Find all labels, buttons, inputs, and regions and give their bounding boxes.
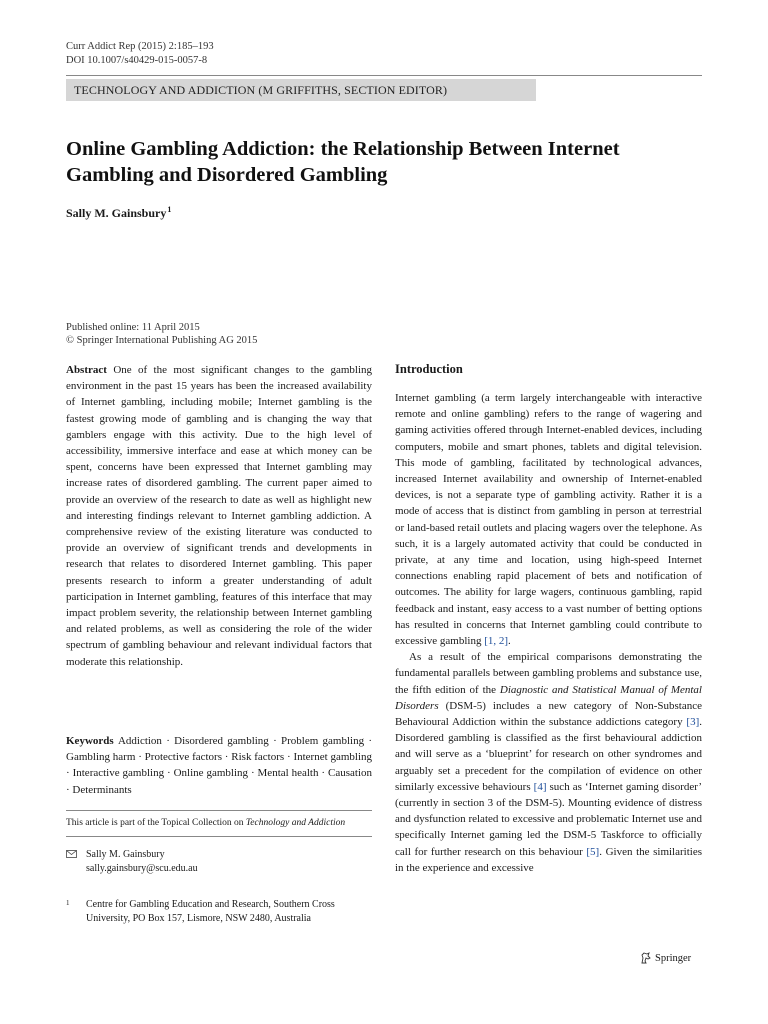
citation-link[interactable]: [5]	[586, 845, 600, 858]
dsm-title-italic: Diagnostic and Statistical Manual of Mental Disorders	[395, 683, 702, 712]
introduction-heading: Introduction	[395, 362, 463, 376]
intro-p2-text-c: . Disordered gambling is classified as the first behavioural addiction and will serve as a ‘blueprint’ for research on other syndromes and arguably set a precedent for the compilation of evidence on other similarly excessive behaviours	[395, 716, 702, 793]
author-affiliation-marker: 1	[167, 205, 172, 214]
intro-p2-text-a: As a result of the empirical comparisons demonstrating the fundamental parallels between gambling problems and substance use, the fifth edition of the	[395, 651, 702, 696]
keywords-label: Keywords	[66, 735, 114, 747]
citation-link[interactable]: [4]	[533, 780, 547, 793]
keywords-text: Addiction · Disordered gambling · Problem gambling · Gambling harm · Protective factors · Risk factors · Internet gambling · Interactive gambling · Online gambling · Mental health · Causation · Determinants	[66, 735, 373, 796]
contact-email[interactable]: sally.gainsbury@scu.edu.au	[86, 863, 198, 874]
abstract-text: One of the most significant changes to the gambling environment in the past 15 years has been the increased availability of Internet gambling, including mobile; Internet gambling is the fastest growing mode of gambling and is changing the way that gamblers engage with this activity. Due to the high level of accessibility, immersive interface and ease at which money can be spent, concerns have been expressed that Internet gambling may increase rates of disordered gambling. The current paper aimed to provide an overview of the research to date as well as highlight new and interesting findings relevant to Internet gambling addiction. A comprehensive review of the existing literature was conducted to provide an overview of significant trends and developments in research that relates to disordered Internet gambling. This paper presents research to inform a greater understanding of adult participation in Internet gambling, features of this interface that may impact problem severity, the relationship between Internet gambling and related problems, as well as considering the role of the wider spectrum of gambling behaviour and relevant individual factors that moderate this relationship.	[66, 364, 372, 668]
intro-p1-end: .	[508, 635, 511, 648]
journal-citation: Curr Addict Rep (2015) 2:185–193	[66, 41, 214, 52]
introduction-body	[395, 390, 702, 876]
keywords	[66, 733, 372, 798]
publisher-logo	[640, 952, 691, 964]
doi-link[interactable]: DOI 10.1007/s40429-015-0057-8	[66, 55, 208, 66]
envelope-icon	[66, 850, 77, 858]
collection-name[interactable]: Technology and Addiction	[245, 818, 346, 828]
publisher-name: Springer	[655, 952, 692, 964]
intro-p2-text-b: (DSM-5) includes a new category of Non-Substance Behavioural Addiction within the substance addictions category	[395, 699, 702, 729]
citation-link[interactable]: [3]	[686, 716, 700, 729]
abstract	[66, 362, 372, 670]
affiliation-number: 1	[66, 899, 70, 907]
affiliation-text: Centre for Gambling Education and Research, Southern Cross University, PO Box 157, Lismore, NSW 2480, Australia	[86, 899, 335, 924]
intro-p1-text: Internet gambling (a term largely interchangeable with interactive remote and online gambling) refers to the range of wagering and gaming activities offered through Internet-enabled devices, including computers, mobile and smart phones, tablets and digital television. This mode of gambling, facilitated by technological advances, increased Internet availability and ownership of Internet-enabled devices, is not a separate type of gambling activity. Rather it is a mode of access that is distinct from gambling in person at terrestrial or land-based retail outlets and placing wagers over the telephone. As such, it is a largely automated activity that could be conducted in private, at any time and location, using high-speed Internet connections enabling rapid placement of bets and notification of outcomes. The ability for large wagers, continuous gambling, rapid feedback and instant, easy access to a vast number of betting options has resulted in concerns that Internet gambling could contribute to excessive gambling	[395, 392, 702, 648]
contact-name: Sally M. Gainsbury	[86, 849, 165, 860]
journal-meta	[66, 40, 214, 68]
corresponding-author	[66, 848, 198, 876]
intro-paragraph-2	[395, 649, 702, 876]
section-banner: TECHNOLOGY AND ADDICTION (M GRIFFITHS, SECTION EDITOR)	[66, 79, 536, 101]
copyright-line: © Springer International Publishing AG 2015	[66, 335, 258, 346]
springer-horse-icon	[640, 952, 652, 964]
top-divider	[66, 75, 702, 76]
author-name[interactable]: Sally M. Gainsbury	[66, 206, 167, 220]
collection-prefix: This article is part of the Topical Collection on	[66, 818, 246, 828]
publication-info	[66, 321, 257, 347]
intro-p2-text-e: . Given the similarities in the experience and excessive	[395, 845, 702, 874]
collection-bottom-divider	[66, 836, 372, 837]
published-date: Published online: 11 April 2015	[66, 322, 200, 333]
abstract-label: Abstract	[66, 364, 107, 376]
article-title: Online Gambling Addiction: the Relationship Between Internet Gambling and Disordered Gambling	[66, 138, 620, 186]
citation-link[interactable]: [1, 2]	[484, 635, 509, 648]
affiliation	[66, 898, 372, 926]
intro-paragraph-1	[395, 390, 702, 649]
collection-top-divider	[66, 810, 372, 811]
topical-collection-note	[66, 817, 372, 830]
author-line	[66, 205, 171, 221]
intro-p2-text-d: such as ‘Internet gaming disorder’ (currently in section 3 of the DSM-5). Mounting evidence of distress and dysfunction related to excessive and problematic Internet use and specifically Internet gaming led the DSM-5 Taskforce to officially call for further research on this behaviour	[395, 780, 702, 858]
